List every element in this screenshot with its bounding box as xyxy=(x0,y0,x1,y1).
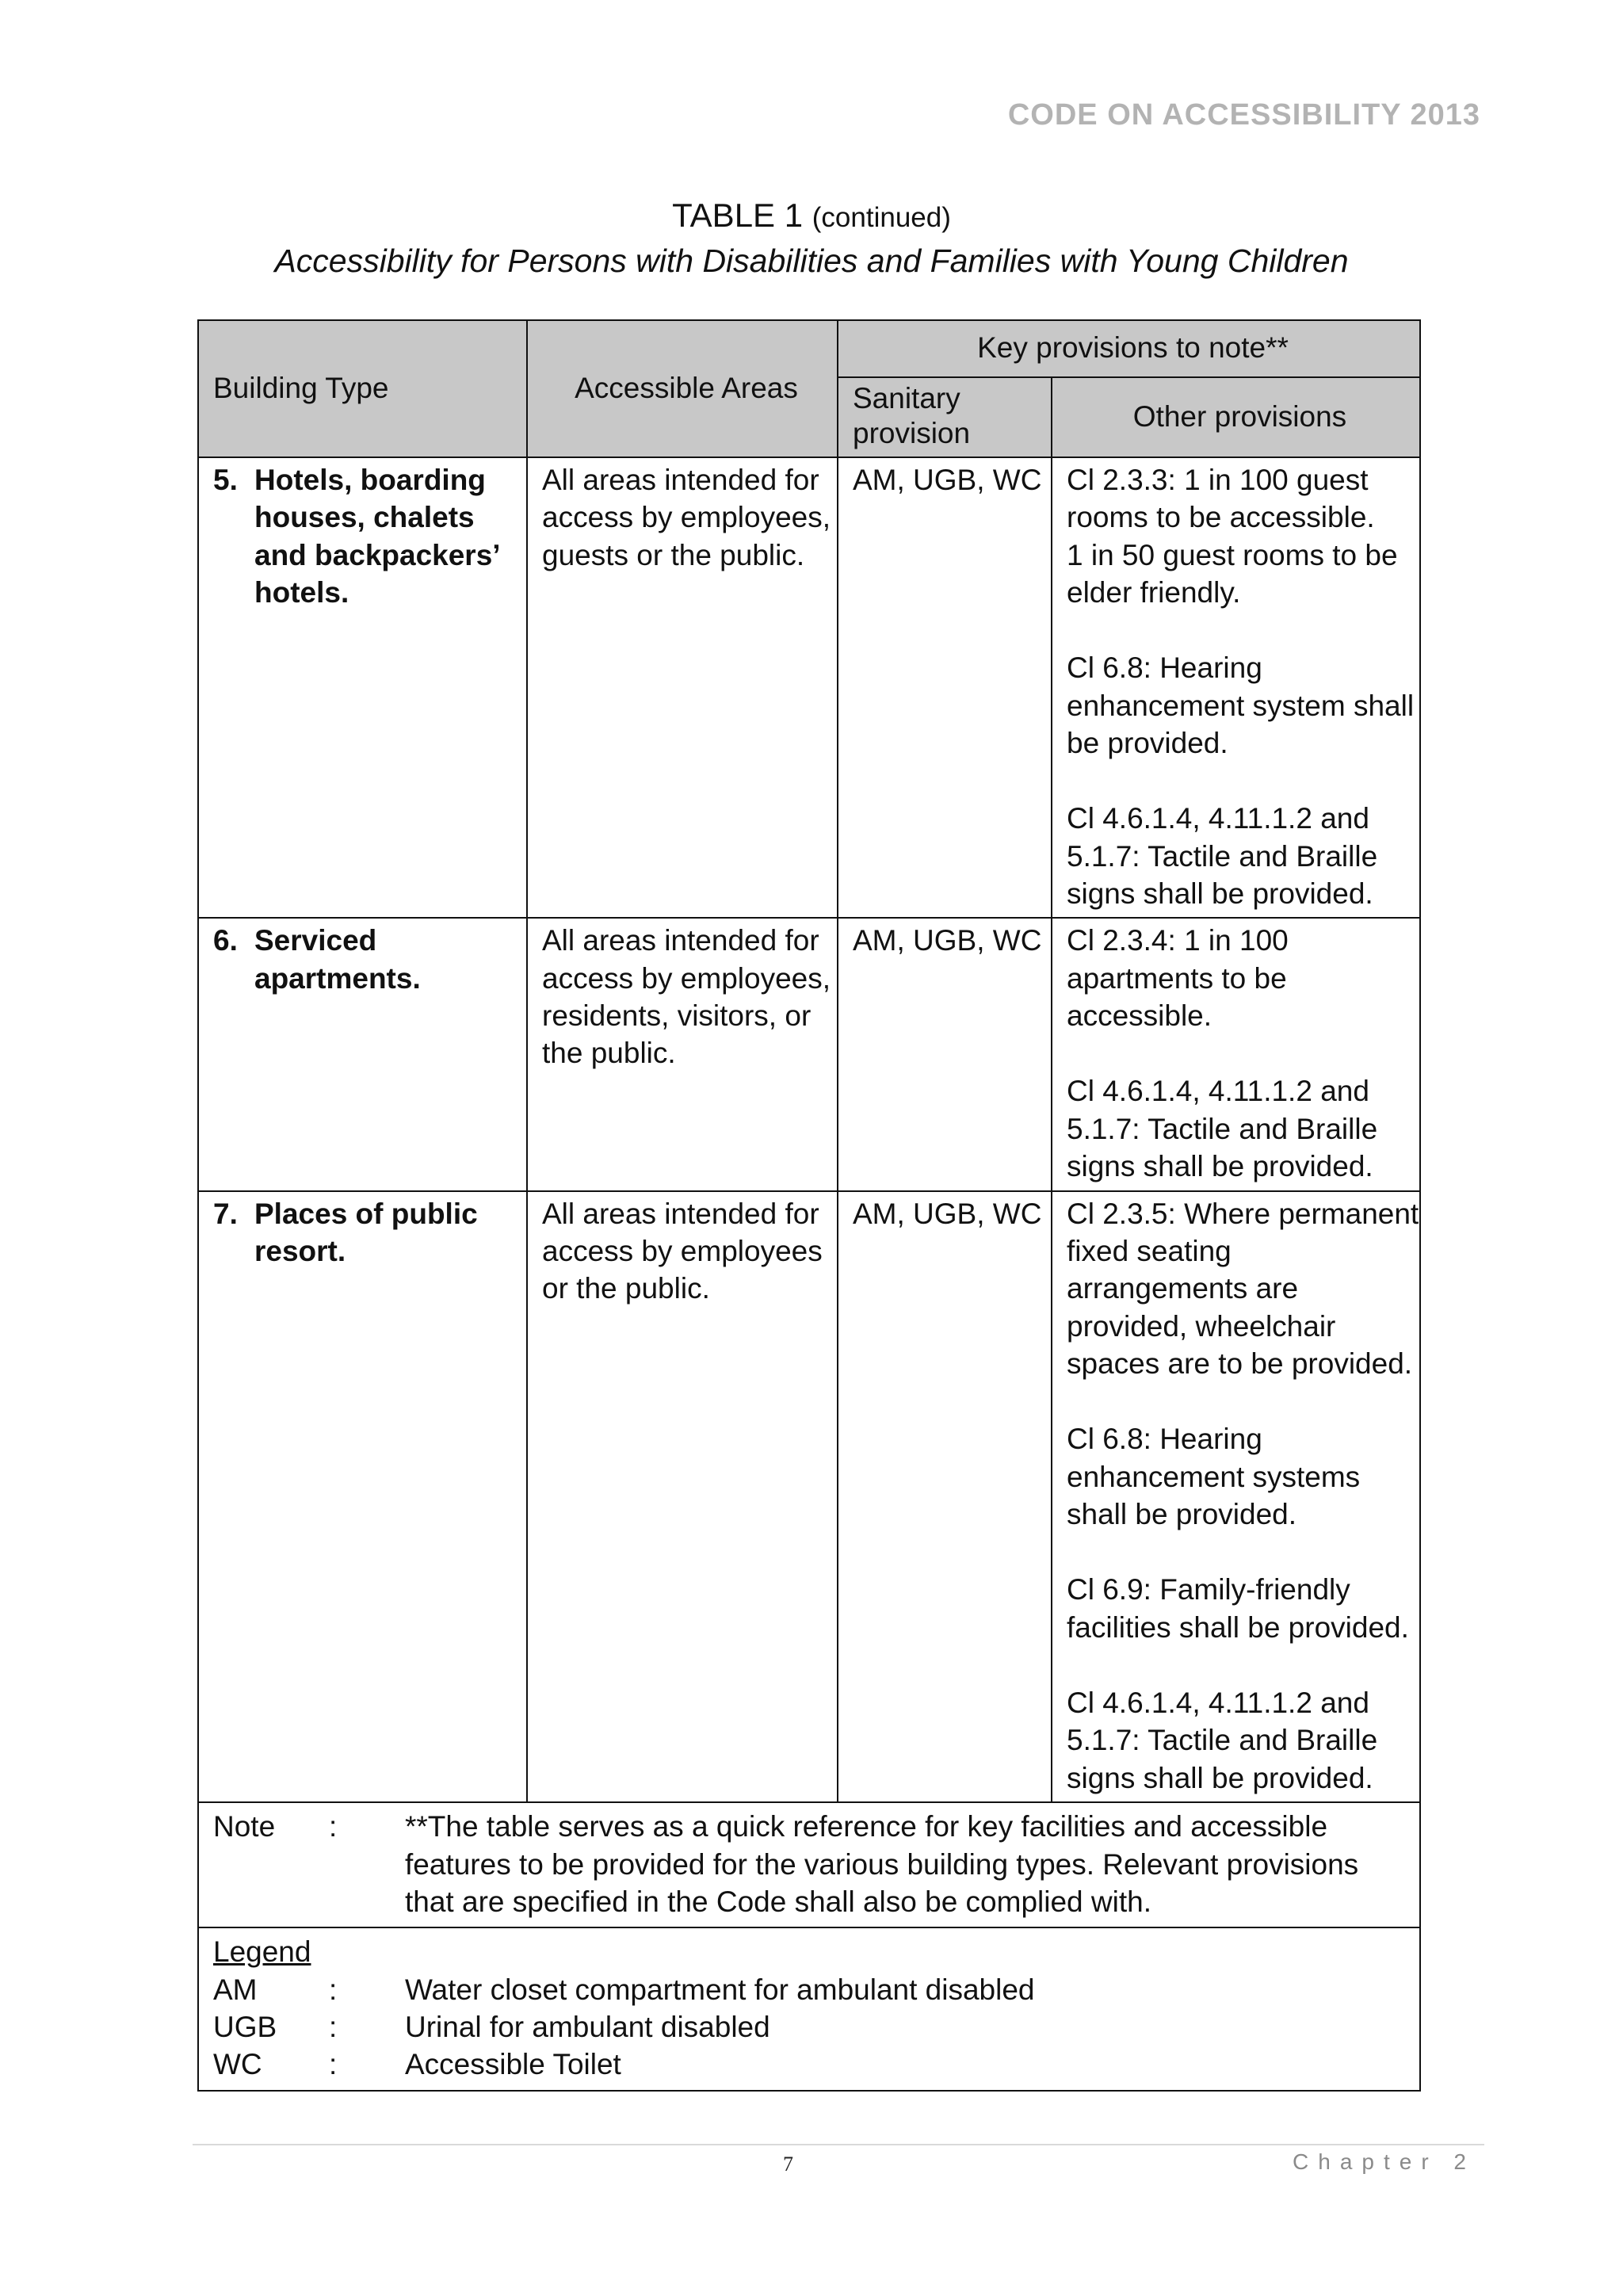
building-type-name: Serviced apartments. xyxy=(254,924,421,995)
building-type-cell xyxy=(198,457,527,919)
table-note xyxy=(198,1802,1420,1927)
header-building-type: Building Type xyxy=(198,320,527,457)
provision-clause: Cl 4.6.1.4, 4.11.1.2 and 5.1.7: Tactile and Braille signs shall be provided. xyxy=(1067,802,1378,911)
table-title-block xyxy=(0,197,1623,280)
header-sanitary-provision: Sanitary provision xyxy=(838,377,1052,457)
provision-clause: Cl 2.3.4: 1 in 100 apartments to be accessible. xyxy=(1067,924,1289,1033)
legend-list xyxy=(213,1971,1405,2084)
table-row xyxy=(198,1191,1420,1803)
accessible-areas-cell: All areas intended for access by employees, guests or the public. xyxy=(527,457,838,919)
table-title-continued: (continued) xyxy=(812,202,951,233)
sanitary-provision-cell: AM, UGB, WC xyxy=(838,1191,1052,1803)
building-type-cell xyxy=(198,1191,527,1803)
legend-colon: : xyxy=(329,1973,338,2006)
accessibility-table xyxy=(197,319,1421,2092)
note-colon: : xyxy=(329,1810,338,1843)
provision-clause: Cl 4.6.1.4, 4.11.1.2 and 5.1.7: Tactile and Braille signs shall be provided. xyxy=(1067,1075,1378,1183)
table-subtitle: Accessibility for Persons with Disabilities and Families with Young Children xyxy=(274,243,1349,279)
footer-divider xyxy=(193,2144,1484,2145)
note-text: **The table serves as a quick reference for key facilities and accessible features to be provided for the various building types. Relevant provisions that are specified in the Code shall also be complied with. xyxy=(405,1810,1359,1918)
legend-item xyxy=(213,2008,1405,2046)
provision-clause: Cl 6.9: Family-friendly facilities shall be provided. xyxy=(1067,1573,1409,1644)
legend-colon: : xyxy=(329,2048,338,2081)
header-accessible-areas: Accessible Areas xyxy=(527,320,838,457)
table-legend xyxy=(198,1927,1420,2090)
provision-clause: Cl 6.8: Hearing enhancement systems shall be provided. xyxy=(1067,1423,1361,1531)
building-type-cell xyxy=(198,918,527,1190)
legend-description: Water closet compartment for ambulant disabled xyxy=(405,1973,1035,2006)
note-label: Note xyxy=(213,1810,276,1843)
other-provisions-cell xyxy=(1052,1191,1420,1803)
legend-colon: : xyxy=(329,2011,338,2043)
table-row xyxy=(198,457,1420,919)
running-header: CODE ON ACCESSIBILITY 2013 xyxy=(1007,98,1480,132)
other-provisions-cell xyxy=(1052,918,1420,1190)
legend-title: Legend xyxy=(213,1935,311,1969)
building-type-name: Places of public resort. xyxy=(254,1197,478,1267)
legend-description: Accessible Toilet xyxy=(405,2048,621,2081)
legend-abbr: UGB xyxy=(213,2011,277,2043)
legend-abbr: WC xyxy=(213,2048,262,2081)
legend-abbr: AM xyxy=(213,1973,258,2006)
sanitary-provision-cell: AM, UGB, WC xyxy=(838,918,1052,1190)
legend-item xyxy=(213,1971,1405,2008)
row-number: 6. xyxy=(213,924,238,957)
building-type-name: Hotels, boarding houses, chalets and backpackers’ hotels. xyxy=(254,463,499,609)
legend-item xyxy=(213,2046,1405,2083)
legend-description: Urinal for ambulant disabled xyxy=(405,2011,770,2043)
accessible-areas-cell: All areas intended for access by employees, residents, visitors, or the public. xyxy=(527,918,838,1190)
sanitary-provision-cell: AM, UGB, WC xyxy=(838,457,1052,919)
row-number: 5. xyxy=(213,463,238,496)
provision-clause: Cl 2.3.3: 1 in 100 guest rooms to be accessible. 1 in 50 guest rooms to be elder friendly. xyxy=(1067,463,1398,609)
provision-clause: Cl 4.6.1.4, 4.11.1.2 and 5.1.7: Tactile and Braille signs shall be provided. xyxy=(1067,1687,1378,1794)
table-row xyxy=(198,918,1420,1190)
other-provisions-cell xyxy=(1052,457,1420,919)
header-key-provisions: Key provisions to note** xyxy=(838,320,1420,377)
table-title xyxy=(0,197,1623,235)
page-number: 7 xyxy=(783,2153,793,2176)
table-title-main: TABLE 1 xyxy=(672,197,804,234)
provision-clause: Cl 6.8: Hearing enhancement system shall be provided. xyxy=(1067,651,1415,759)
header-other-provisions: Other provisions xyxy=(1052,377,1420,457)
accessible-areas-cell: All areas intended for access by employees or the public. xyxy=(527,1191,838,1803)
row-number: 7. xyxy=(213,1197,238,1230)
chapter-label: Chapter 2 xyxy=(1293,2149,1476,2174)
provision-clause: Cl 2.3.5: Where permanent fixed seating arrangements are provided, wheelchair spaces are to be provided. xyxy=(1067,1197,1419,1380)
